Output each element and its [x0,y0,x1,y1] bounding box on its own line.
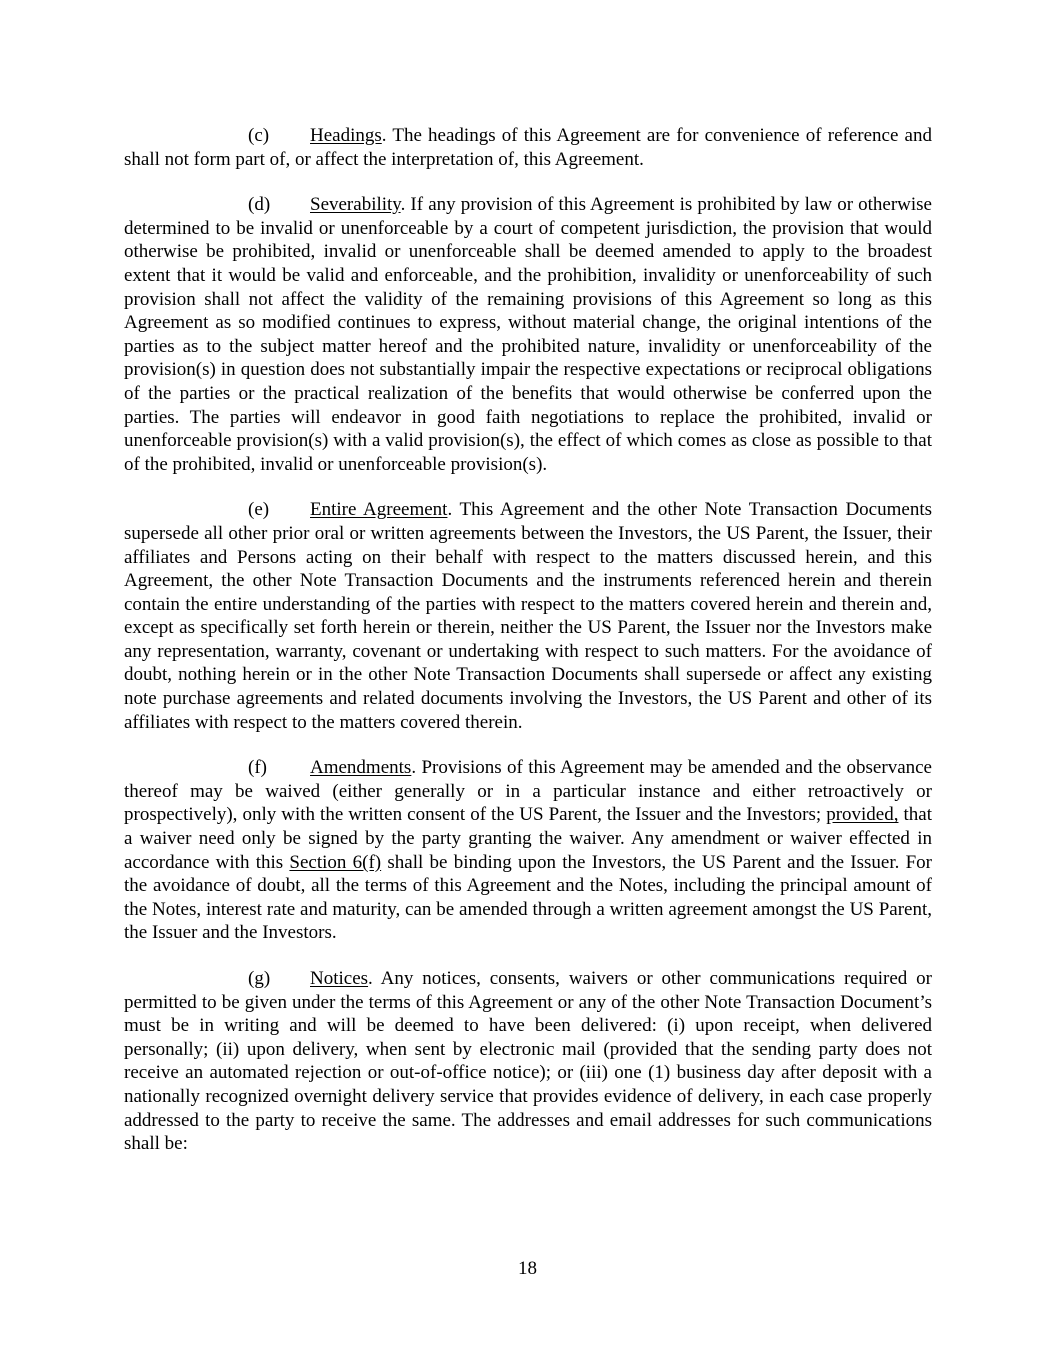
section-heading: Severability [310,194,401,216]
section-text: . Provisions of this Agreement may be amended and the observance thereof may be waived (either generally or in a particular instance and either retroactively or prospectively), only with the written consent of the US Parent, the Issuer and the Investors; [124,757,932,826]
section-amendments [124,756,932,945]
section-number: (d) [248,194,271,216]
section-severability [124,193,932,476]
section-number: (f) [248,757,267,779]
document-body [124,124,932,1178]
section-text: . Any notices, consents, waivers or other communications required or permitted to be given under the terms of this Agreement or any of the other Note Transaction Document’s must be in writing and will be deemed to have been delivered: (i) upon receipt, when delivered personally; (ii) upon delivery, when sent by electronic mail (provided that the sending party does not receive an automated rejection or out-of-office notice); or (iii) one (1) business day after deposit with a nationally recognized overnight delivery service that provides evidence of delivery, in each case properly addressed to the party to receive the same. The addresses and email addresses for such communications shall be: [124,968,932,1155]
section-text: . The headings of this Agreement are for convenience of reference and shall not form part of, or affect the interpretation of, this Agreement. [124,125,932,170]
section-number: (e) [248,499,270,521]
page-number: 18 [518,1258,537,1279]
section-number: (c) [248,125,270,146]
section-heading: Amendments [310,757,412,779]
section-notices [124,967,932,1156]
section-heading: Entire Agreement [310,499,448,521]
section-heading: Headings [310,125,382,146]
section-number: (g) [248,968,271,989]
section-headings [124,124,932,171]
section-text: . If any provision of this Agreement is prohibited by law or otherwise determined to be invalid or unenforceable by a court of competent jurisdiction, the provision that would otherwise be prohibited, invalid or unenforceable shall be deemed amended to apply to the broadest extent that it would be valid and enforceable, and the prohibition, invalidity or unenforceability of such provision shall not affect the validity of the remaining provisions of this Agreement so long as this Agreement as so modified continues to express, without material change, the original intentions of the parties as to the subject matter hereof and the prohibited nature, invalidity or unenforceability of the provision(s) in question does not substantially impair the respective expectations or reciprocal obligations of the parties or the practical realization of the benefits that would otherwise be conferred upon the parties. The parties will endeavor in good faith negotiations to replace the prohibited, invalid or unenforceable provision(s) with a valid provision(s), the effect of which comes as close as possible to that of the prohibited, invalid or unenforceable provision(s). [124,194,932,475]
section-text: that a waiver need only be signed by the party granting the waiver. Any amendment or waiver effected in accordance with this [124,804,932,873]
section-reference: Section 6(f) [289,851,382,873]
section-entire-agreement [124,498,932,734]
section-text: shall be binding upon the Investors, the US Parent and the Issuer. For the avoidance of doubt, all the terms of this Agreement and the Notes, including the principal amount of the Notes, interest rate and maturity, can be amended through a written agreement amongst the US Parent, the Issuer and the Investors. [124,851,933,944]
section-heading: Notices [310,968,369,989]
section-text: . This Agreement and the other Note Transaction Documents supersede all other prior oral or written agreements between the Investors, the US Parent, the Issuer, their affiliates and Persons acting on their behalf with respect to the matters discussed herein, and this Agreement, the other Note Transaction Documents and the instruments referenced herein and therein contain the entire understanding of the parties with respect to the matters covered herein and therein and, except as specifically set forth herein or therein, neither the US Parent, the Issuer nor the Investors make any representation, warranty, covenant or undertaking with respect to such matters. For the avoidance of doubt, nothing herein or in the other Note Transaction Documents shall supersede or affect any existing note purchase agreements and related documents involving the Investors, the US Parent and other of its affiliates with respect to the matters covered therein. [124,499,933,733]
provided-term: provided, [826,804,899,826]
